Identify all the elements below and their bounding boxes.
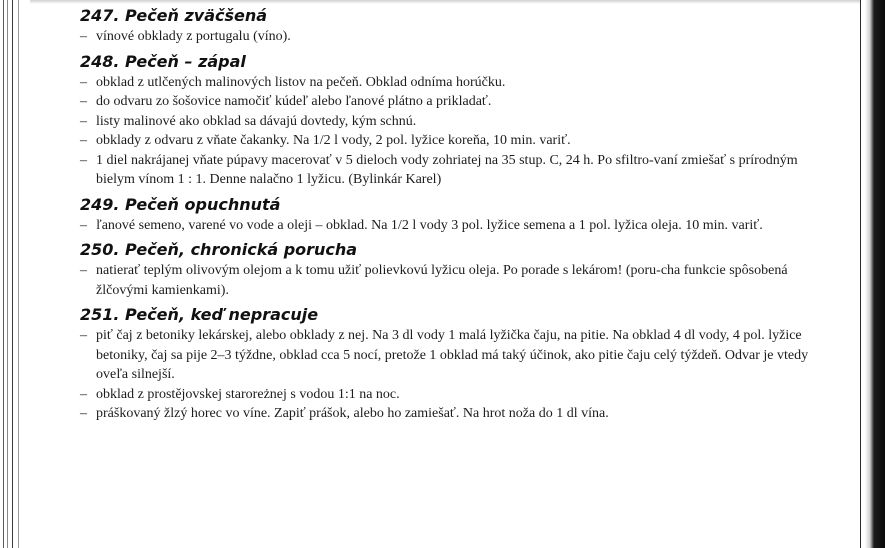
entry-heading: 250. Pečeň, chronická porucha bbox=[80, 240, 358, 259]
dash-bullet: – bbox=[80, 217, 87, 233]
list-item bbox=[80, 112, 820, 132]
entry-heading: 247. Pečeň zväčšená bbox=[80, 6, 268, 25]
list-item bbox=[80, 73, 820, 93]
entry-heading: 248. Pečeň – zápal bbox=[80, 51, 246, 71]
list-item bbox=[80, 261, 820, 300]
list-item bbox=[80, 151, 820, 190]
item-text: listy malinové ako obklad sa dávajú dovtedy, kým schnú. bbox=[96, 113, 417, 129]
dash-bullet: – bbox=[80, 386, 87, 402]
item-text: obklad z utlčených malinových listov na pečeň. Obklad odníma horúčku. bbox=[96, 74, 506, 90]
scan-top-shadow bbox=[30, 0, 861, 4]
list-item bbox=[80, 131, 820, 151]
item-text: do odvaru zo šošovice namočiť kúdeľ alebo ľanové plátno a prikladať. bbox=[96, 94, 492, 109]
dash-bullet: – bbox=[80, 328, 87, 343]
item-text: ľanové semeno, varené vo vode a oleji – obklad. Na 1/2 l vody 3 pol. lyžice semena a 1 pol. lyžica oleja. 10 min. variť. bbox=[96, 217, 763, 233]
scan-right-edge bbox=[865, 0, 885, 548]
dash-bullet: – bbox=[80, 29, 87, 44]
scan-right-rule bbox=[860, 0, 861, 548]
dash-bullet: – bbox=[80, 94, 87, 109]
list-item bbox=[80, 92, 820, 112]
list-item bbox=[80, 27, 820, 47]
item-text: natierať teplým olivovým olejom a k tomu užiť polievkovú lyžicu oleja. Po porade s lekárom! (poru-cha funkcie spôsobená žlčovými kamienkami). bbox=[96, 263, 788, 298]
item-text: piť čaj z betoniky lekárskej, alebo obklady z nej. Na 3 dl vody 1 malá lyžička čaju, na pitie. Na obklad 4 dl vody, 4 pol. lyžice betoniky, čaj sa pije 2–3 týždne, obklad cca 5 nocí, pretože 1 obklad má taký účinok, ako pitie čaju celý týždeň. Odvar je vtedy oveľa silnejší. bbox=[96, 328, 809, 382]
list-item bbox=[80, 404, 820, 424]
entry-247 bbox=[80, 5, 820, 47]
entry-248 bbox=[80, 51, 820, 190]
dash-bullet: – bbox=[80, 113, 87, 129]
entry-249 bbox=[80, 194, 820, 236]
dash-bullet: – bbox=[80, 406, 87, 421]
list-item bbox=[80, 385, 820, 405]
item-text: obklad z prostějovskej staroreżnej s vodou 1:1 na noc. bbox=[96, 386, 400, 402]
entry-250 bbox=[80, 239, 820, 300]
dash-bullet: – bbox=[80, 263, 87, 278]
entry-heading: 251. Pečeň, keď nepracuje bbox=[80, 305, 319, 324]
list-item bbox=[80, 326, 820, 385]
page-content bbox=[80, 5, 820, 424]
entry-heading: 249. Pečeň opuchnutá bbox=[80, 194, 281, 214]
dash-bullet: – bbox=[80, 74, 87, 90]
dash-bullet: – bbox=[80, 152, 87, 168]
dash-bullet: – bbox=[80, 133, 87, 148]
item-text: 1 diel nakrájanej vňate púpavy macerovať v 5 dieloch vody zohriatej na 35 stup. C, 24 h. Po sfiltro-vaní zmiešať s prírodným bielym vínom 1 : 1. Denne nalačno 1 lyžicu. (Bylinkár Karel) bbox=[96, 152, 798, 187]
item-text: práškovaný žlzý horec vo víne. Zapiť prášok, alebo ho zamiešať. Na hrot noža do 1 dl vína. bbox=[96, 406, 609, 421]
item-text: obklady z odvaru z vňate čakanky. Na 1/2 l vody, 2 pol. lyžice koreňa, 10 min. variť. bbox=[96, 133, 571, 148]
list-item bbox=[80, 216, 820, 236]
scan-left-edge bbox=[0, 0, 30, 548]
item-text: vínové obklady z portugalu (víno). bbox=[96, 29, 291, 44]
entry-251 bbox=[80, 304, 820, 424]
